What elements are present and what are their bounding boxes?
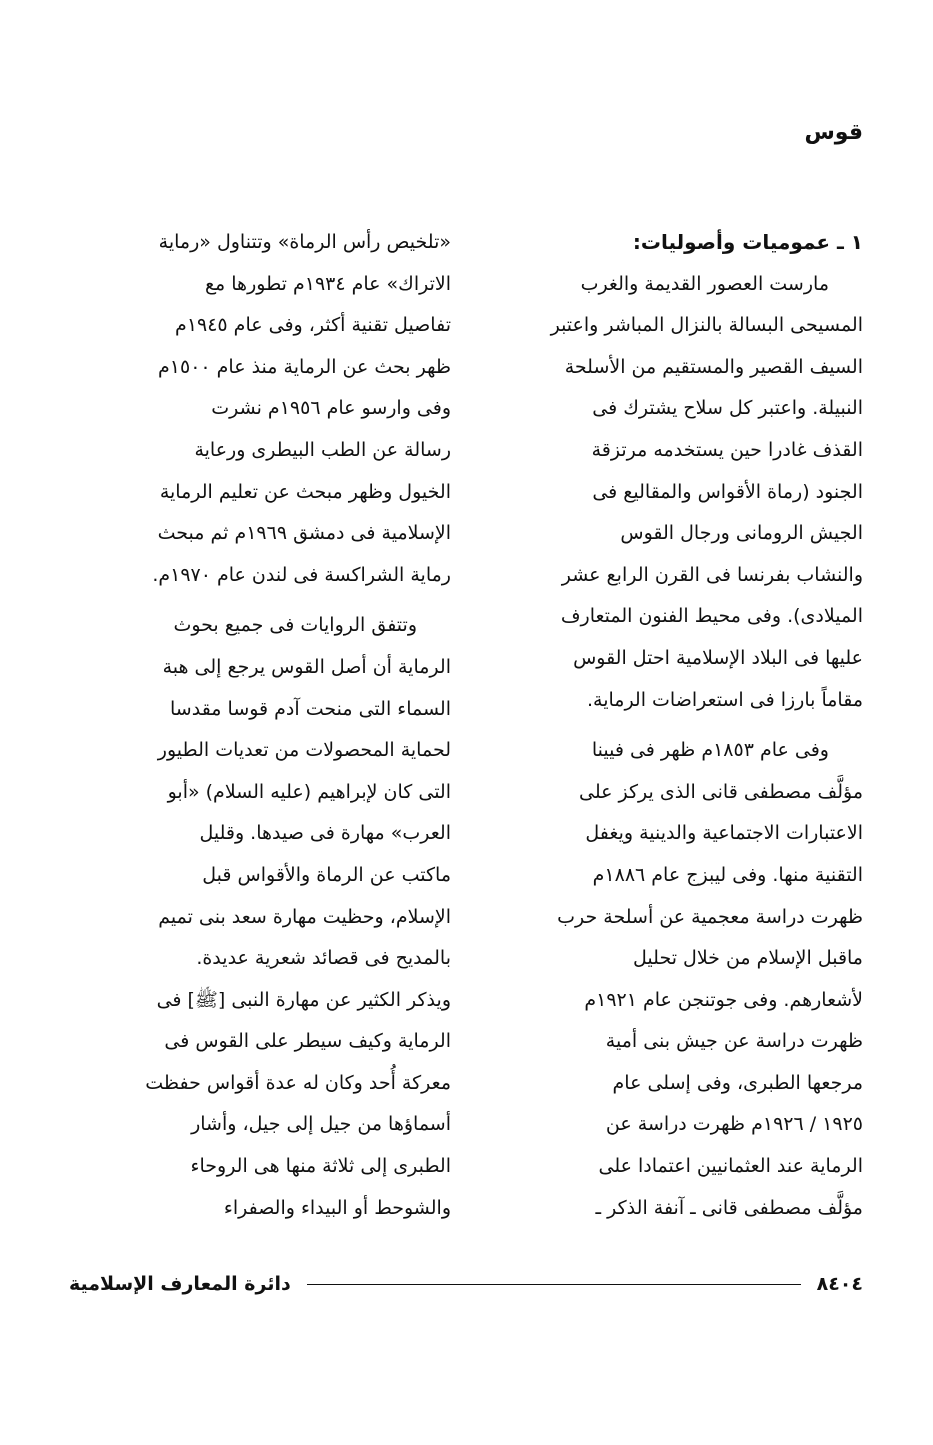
text-line: السماء التى منحت آدم قوسا مقدسا — [170, 697, 451, 720]
text-line: مارست العصور القديمة والغرب — [580, 272, 829, 295]
text-line: رماية الشراكسة فى لندن عام ١٩٧٠م. — [152, 563, 451, 586]
running-head: قوس — [804, 120, 863, 145]
text-line: وفى وارسو عام ١٩٥٦م نشرت — [211, 397, 451, 420]
page-number: ٨٤٠٤ — [816, 1273, 863, 1295]
text-line: ظهرت دراسة معجمية عن أسلحة حرب — [557, 905, 863, 928]
text-line: وفى عام ١٨٥٣م ظهر فى فيينا — [591, 739, 829, 762]
text-line: القذف غادرا حين يستخدمه مرتزقة — [591, 438, 863, 461]
text-line: الرماية عند العثمانيين اعتمادا على — [598, 1155, 863, 1178]
publication-title: دائرة المعارف الإسلامية — [69, 1273, 291, 1295]
text-line: النبيلة. واعتبر كل سلاح يشترك فى — [592, 397, 863, 420]
text-line: تفاصيل تقنية أكثر، وفى عام ١٩٤٥م — [175, 314, 451, 337]
page-footer — [69, 1268, 863, 1300]
text-line: مرجعها الطبرى، وفى إسلى عام — [612, 1071, 863, 1094]
right-column — [511, 222, 863, 1238]
text-line: بالمديح فى قصائد شعرية عديدة. — [196, 947, 451, 970]
text-line: مقاماً بارزا فى استعراضات الرماية. — [586, 688, 863, 711]
text-line: ١٩٢٥ / ١٩٢٦م ظهرت دراسة عن — [605, 1113, 863, 1136]
text-line: التقنية منها. وفى ليبزج عام ١٨٨٦م — [592, 863, 863, 886]
paragraph — [511, 730, 863, 1229]
text-line: عليها فى البلاد الإسلامية احتل القوس — [573, 646, 863, 669]
text-line: السيف القصير والمستقيم من الأسلحة — [564, 355, 863, 378]
text-line: رسالة عن الطب البيطرى ورعاية — [194, 438, 451, 461]
text-line: المسيحى البسالة بالنزال المباشر واعتبر — [550, 314, 863, 337]
text-line: الإسلامية فى دمشق ١٩٦٩م ثم مبحث — [157, 522, 451, 545]
paragraph — [99, 605, 451, 1229]
text-line: الرماية وكيف سيطر على القوس فى — [164, 1030, 451, 1053]
text-line: الرماية أن أصل القوس يرجع إلى هبة — [162, 655, 451, 678]
text-line: الخيول وظهر مبحث عن تعليم الرماية — [159, 480, 451, 503]
text-line: لأشعارهم. وفى جوتنجن عام ١٩٢١م — [584, 988, 863, 1011]
text-line: الميلادى). وفى محيط الفنون المتعارف — [560, 605, 863, 628]
text-line: ويذكر الكثير عن مهارة النبى [ﷺ] فى — [156, 988, 451, 1011]
text-line: ظهرت دراسة عن جيش بنى أمية — [605, 1030, 863, 1053]
text-line: ماكتب عن الرماة والأقواس قبل — [202, 863, 451, 886]
text-line: ظهر بحث عن الرماية منذ عام ١٥٠٠م — [158, 355, 451, 378]
text-line: ماقبل الإسلام من خلال تحليل — [633, 947, 863, 970]
text-line: «تلخيص رأس الرماة» وتتناول «رماية — [158, 231, 451, 253]
text-line: مؤلَّف مصطفى قانى ـ آنفة الذكر ـ — [595, 1196, 863, 1219]
text-line: لحماية المحصولات من تعديات الطيور — [157, 739, 451, 762]
text-line: والشوحط أو البيداء والصفراء — [223, 1196, 451, 1219]
text-line: والنشاب بفرنسا فى القرن الرابع عشر — [561, 563, 863, 586]
text-line: الطبرى إلى ثلاثة منها هى الروحاء — [190, 1155, 451, 1178]
text-line: مؤلَّف مصطفى قانى الذى يركز على — [578, 780, 863, 803]
text-line: الجيش الرومانى ورجال القوس — [620, 522, 863, 545]
text-line: الاتراك» عام ١٩٣٤م تطورها مع — [204, 272, 451, 295]
text-line: وتتفق الروايات فى جميع بحوث — [173, 614, 417, 637]
text-line: الجنود (رماة الأقواس والمقاليع فى — [592, 480, 863, 503]
paragraph — [511, 264, 863, 722]
text-line: الإسلام، وحظيت مهارة سعد بنى تميم — [158, 905, 451, 928]
text-line: التى كان لإبراهيم (عليه السلام) «أبو — [167, 780, 451, 803]
section-heading: ١ ـ عموميات وأصوليات: — [632, 230, 863, 254]
text-line: الاعتبارات الاجتماعية والدينية ويغفل — [585, 822, 863, 845]
text-line: أسماؤها من جيل إلى جيل، وأشار — [191, 1113, 451, 1136]
text-line: معركة أُحد وكان له عدة أقواس حفظت — [145, 1071, 451, 1094]
text-line: العرب» مهارة فى صيدها. وقليل — [199, 822, 451, 845]
footer-rule — [307, 1284, 801, 1285]
left-column — [99, 222, 451, 1238]
paragraph — [99, 222, 451, 596]
